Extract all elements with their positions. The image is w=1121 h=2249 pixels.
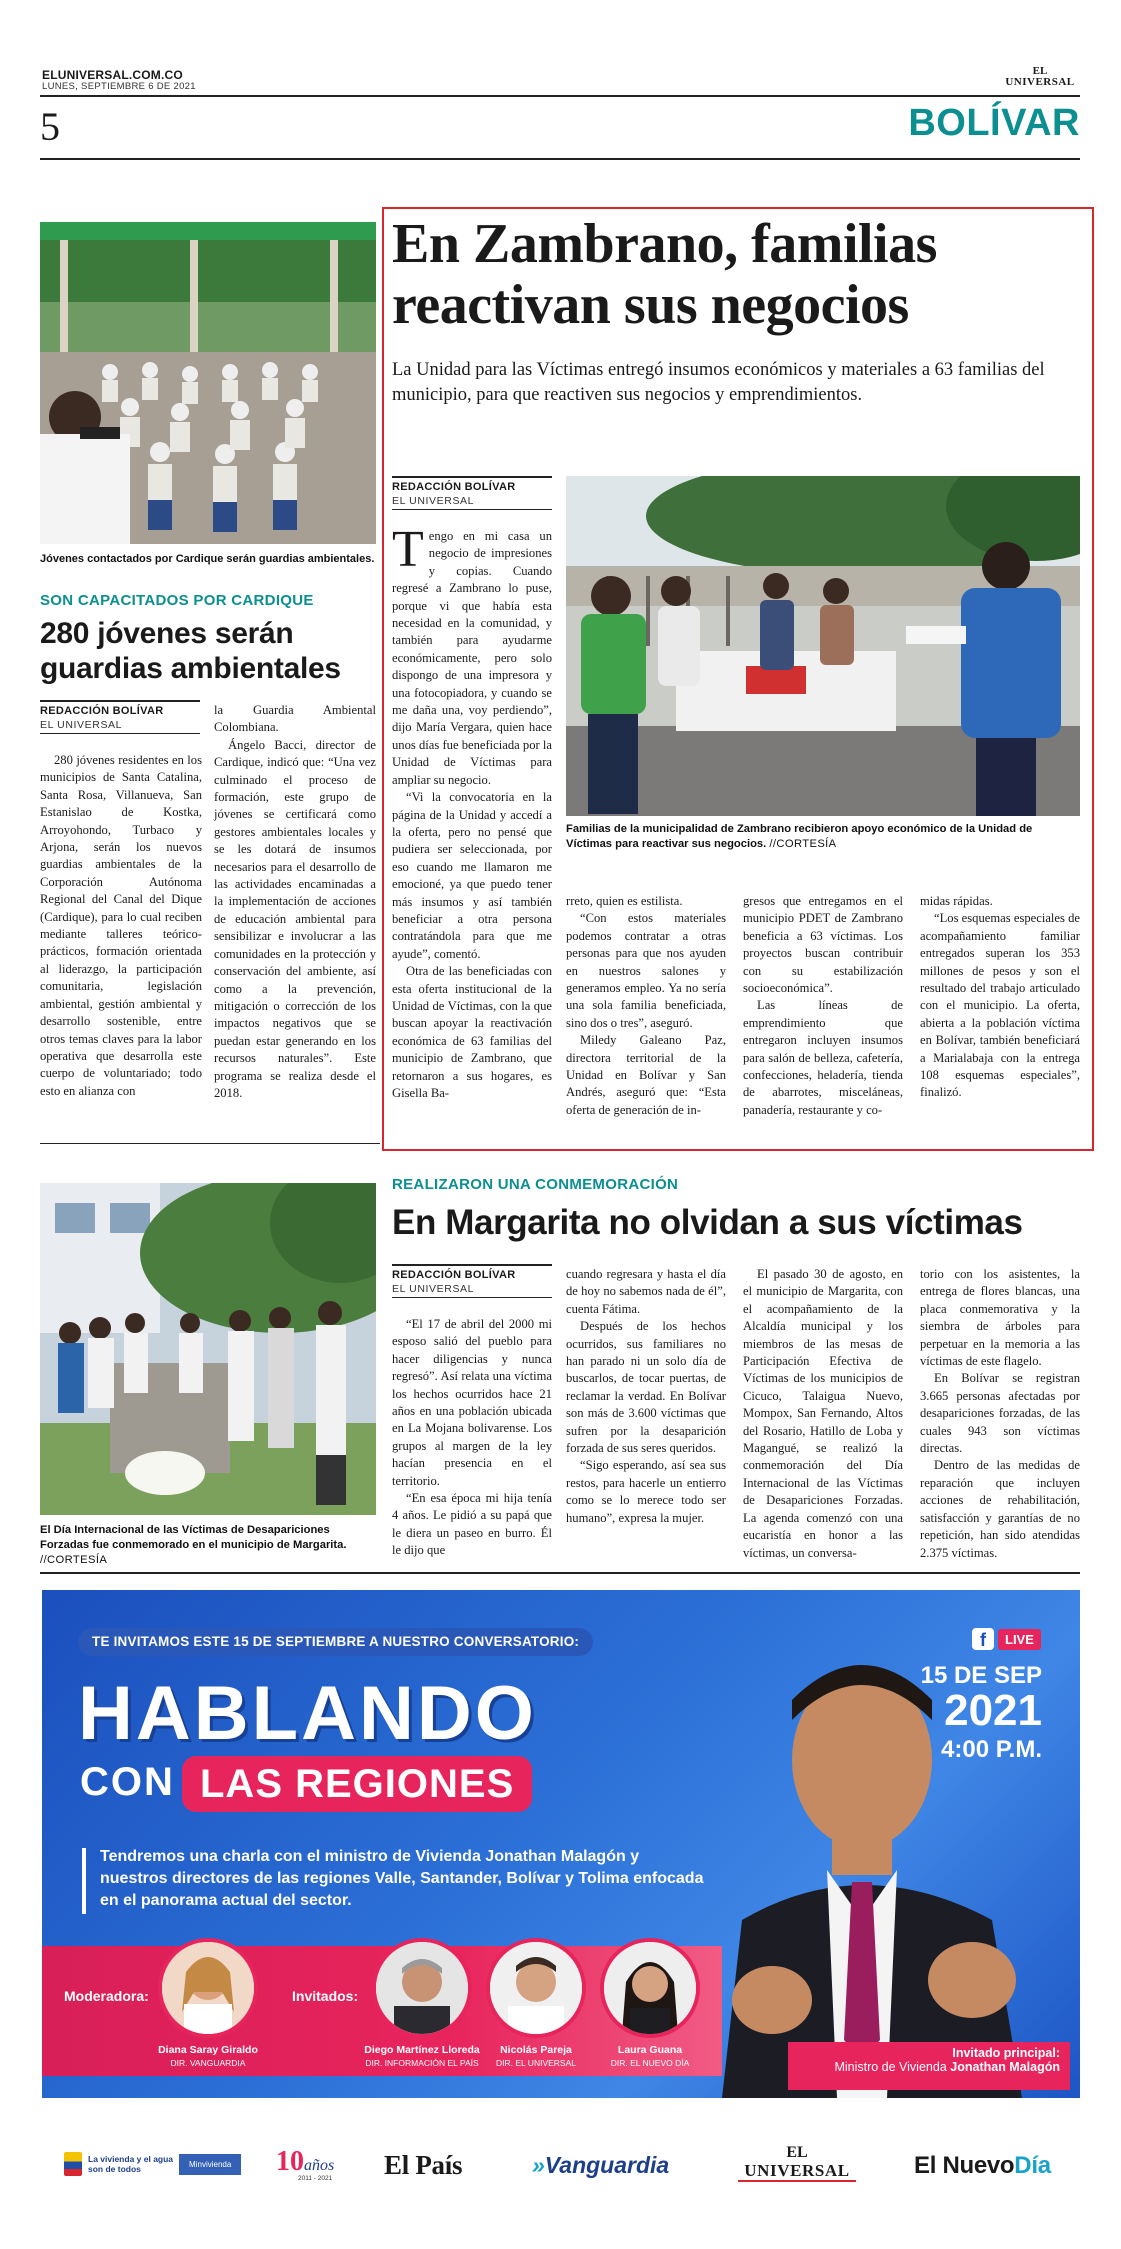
speaker-role: DIR. VANGUARDIA bbox=[170, 2058, 246, 2068]
logo-bottom: UNIVERSAL bbox=[1005, 76, 1075, 88]
section-rule bbox=[40, 158, 1080, 160]
paragraph: midas rápidas. bbox=[920, 894, 993, 908]
left-byline-rule bbox=[40, 700, 200, 702]
vanguardia-name: Vanguardia bbox=[544, 2152, 670, 2178]
anniv-years: 2011 - 2021 bbox=[298, 2175, 333, 2182]
anniv-number: 10 bbox=[276, 2146, 304, 2177]
logo-top: EL bbox=[1032, 65, 1048, 77]
main-story-headline: En Zambrano, familias reactivan sus negocios bbox=[392, 213, 937, 336]
ad-description: Tendremos una charla con el ministro de Vivienda Jonathan Malagón y nuestros directores de las regiones Valle, Santander, Bolívar y Tolima enfocada en el panorama actual del sector. bbox=[100, 1848, 704, 1909]
minister-photo bbox=[702, 1620, 1080, 2098]
sponsor-anniversary-logo bbox=[276, 2148, 334, 2183]
ad-invite-banner: TE INVITAMOS ESTE 15 DE SEPTIEMBRE A NUESTRO CONVERSATORIO: bbox=[78, 1628, 593, 1656]
sponsor-gov-logo bbox=[64, 2152, 241, 2176]
left-story-col1 bbox=[40, 752, 202, 1100]
speaker-name: Diego Martínez Lloreda bbox=[364, 2044, 480, 2056]
ad-time: 4:00 P.M. bbox=[941, 1736, 1042, 1763]
left-byline-rule-bottom bbox=[40, 733, 200, 734]
paragraph: la Guardia Ambiental Colombiana. bbox=[214, 703, 376, 735]
cardique-photo-caption: Jóvenes contactados por Cardique serán guardias ambientales. bbox=[40, 553, 375, 565]
ad-top-rule bbox=[40, 1572, 1080, 1574]
colombia-shield-icon bbox=[64, 2152, 82, 2176]
margarita-col1 bbox=[392, 1316, 552, 1560]
ad-title-con: CON bbox=[80, 1760, 175, 1804]
paragraph: Después de los hechos ocurridos, sus familiares no han parado ni un solo día de buscarlos, de tocar puertas, de reclamar la verdad. En Bolívar son más de 3.600 víctimas que sufren por la desaparición forzada de sus seres queridos. bbox=[566, 1319, 726, 1456]
facebook-icon: f bbox=[972, 1628, 994, 1650]
paragraph: “Con estos materiales podemos contratar a otras personas para que nos ayuden en nuestros salones y generamos empleo. Ya no sería una sola familia beneficiada, sino dos o tres”, aseguró. bbox=[566, 911, 726, 1030]
conversatorio-ad bbox=[42, 1590, 1080, 2098]
universal-top: EL bbox=[786, 2144, 808, 2161]
sponsor-vanguardia-logo bbox=[532, 2152, 669, 2179]
margarita-byline-rule bbox=[392, 1264, 552, 1266]
paragraph: El pasado 30 de agosto, en el municipio de Margarita, con el acompañamiento de la Alcaldía municipal y los miembros de las mesas de Participación Efectiva de Víctimas de los municipios de Cicuco, Talaigua Nuevo, Mompox, San Fernando, Altos del Rosario, Hatillo de Loba y Magangué, se realizó la conmemoración del Día Internacional de las Víctimas de Desapariciones Forzadas. La agenda comenzó con una eucaristía en honor a las víctimas, un conversa- bbox=[743, 1267, 903, 1560]
paragraph: “En esa época mi hija tenía 4 años. Le pidió a su papá que le diera un paseo en burro. Él le dijo que bbox=[392, 1491, 552, 1558]
paragraph: “Vi la convocatoria en la página de la Unidad y accedí a la oferta, pero no pensé que pudiera ser seleccionada, por eso cuando me llamaron me emocioné, ya que puedo tener más insumos y así también beneficiar a otra persona contratándola para que me ayude”, comentó. bbox=[392, 790, 552, 961]
speaker-avatar bbox=[372, 1938, 472, 2038]
caption-text: Familias de la municipalidad de Zambrano recibieron apoyo económico de la Unidad de Víctimas para reactivar sus negocios. bbox=[566, 823, 1033, 850]
paragraph: Las líneas de emprendimiento que entregaron incluyen insumos para salón de belleza, cafetería, confecciones, heladería, tienda de abarrotes, misceláneas, panadería, restaurante y co- bbox=[743, 998, 903, 1117]
ad-title-regiones: LAS REGIONES bbox=[182, 1756, 532, 1812]
main-guest-box bbox=[788, 2042, 1070, 2090]
avatar-illustration bbox=[162, 1942, 254, 2034]
minister-illustration bbox=[702, 1620, 1080, 2098]
anniv-word: años bbox=[304, 2157, 335, 2174]
paragraph: gresos que entregamos en el municipio PDET de Zambrano beneficia a 63 víctimas. Los proyectos buscan contribuir con su estabilización socioeconómica”. bbox=[743, 894, 903, 996]
main-story-deck: La Unidad para las Víctimas entregó insumos económicos y materiales a 63 familias del municipio, para que reactiven sus negocios y emprendimientos. bbox=[392, 360, 1045, 405]
speaker-name: Nicolás Pareja bbox=[500, 2044, 572, 2056]
margarita-byline-rule-bottom bbox=[392, 1297, 552, 1298]
speaker-avatar bbox=[600, 1938, 700, 2038]
lead-text: engo en mi casa un negocio de impresiones y copias. Cuando regresé a Zambrano lo puse, porque vi que había esta necesidad en la comunidad, y también para ayudarme económicamente, pero solo dispongo de una impresora y una fotocopiadora, y cuando se me daña una, voy perdiendo”, dijo María Vergara, quien hace unos días fue beneficiada por la Unidad de Víctimas para ampliar su negocio. bbox=[392, 529, 552, 787]
gov-slogan bbox=[88, 2154, 173, 2174]
margarita-kicker: REALIZARON UNA CONMEMORACIÓN bbox=[392, 1176, 679, 1193]
margarita-headline: En Margarita no olvidan a sus víctimas bbox=[392, 1203, 1023, 1242]
universal-bottom: UNIVERSAL bbox=[738, 2162, 856, 2182]
vanguardia-chevrons-icon: » bbox=[532, 2152, 545, 2178]
main-guest bbox=[798, 2060, 1060, 2074]
left-story-kicker: SON CAPACITADOS POR CARDIQUE bbox=[40, 592, 314, 609]
paragraph: rreto, quien es estilista. bbox=[566, 894, 683, 908]
sponsor-elpais-logo: El País bbox=[384, 2150, 463, 2180]
paragraph: torio con los asistentes, la entrega de flores blancas, una placa conmemorativa y la siembra de árboles para perpetuar en la memoria a las víctimas de este flagelo. bbox=[920, 1267, 1080, 1369]
sponsor-universal-logo bbox=[738, 2144, 856, 2182]
main-guest-name: Jonathan Malagón bbox=[950, 2060, 1060, 2074]
speaker-name: Laura Guana bbox=[617, 2044, 683, 2056]
speaker-role: DIR. EL NUEVO DÍA bbox=[610, 2058, 690, 2068]
gov-ministry: Minvivienda bbox=[179, 2154, 241, 2175]
zambrano-photo-caption bbox=[566, 822, 1080, 852]
main-byline: REDACCIÓN BOLÍVAR bbox=[392, 481, 516, 493]
main-byline-rule bbox=[392, 476, 552, 478]
paragraph: Dentro de las medidas de reparación que incluyen acciones de rehabilitación, satisfacción y garantías de no repetición, han sido atendidas 2.375 víctimas. bbox=[920, 1458, 1080, 1560]
margarita-byline-org: EL UNIVERSAL bbox=[392, 1283, 475, 1295]
margarita-col4 bbox=[920, 1266, 1080, 1562]
site-url: ELUNIVERSAL.COM.CO bbox=[42, 68, 183, 82]
margarita-photo-illustration bbox=[40, 1183, 376, 1515]
avatar-illustration bbox=[490, 1942, 582, 2034]
main-guest-title: Ministro de Vivienda bbox=[834, 2060, 947, 2074]
paragraph: “Sigo esperando, así sea sus restos, para hacerle un entierro como se lo merece todo ser humano”, expresa la mujer. bbox=[566, 1458, 726, 1525]
zambrano-photo bbox=[566, 476, 1080, 816]
left-byline-org: EL UNIVERSAL bbox=[40, 719, 123, 731]
margarita-col2 bbox=[566, 1266, 726, 1527]
paragraph: “El 17 de abril del 2000 mi esposo salió del pueblo para hacer diligencias y nunca regresó”. Así relata una víctima los hechos ocurridos hace 21 años en una población ubicada en La Mojana bolivarense. Los grupos al margen de la ley hacían presencia en el territorio. bbox=[392, 1317, 552, 1488]
left-story-headline: 280 jóvenes serán guardias ambientales bbox=[40, 617, 341, 685]
margarita-photo-caption bbox=[40, 1523, 376, 1568]
main-story-col4 bbox=[920, 893, 1080, 1102]
section-divider bbox=[40, 1143, 380, 1144]
gov-line1: La vivienda y el agua bbox=[88, 2154, 174, 2164]
paragraph: Otra de las beneficiadas con esta oferta institucional de la Unidad de Víctimas, con la que buscan apoyar la reactivación económica de 63 familias del municipio de Zambrano, que retornaron a sus hogares, es Gisella Ba- bbox=[392, 964, 552, 1100]
cardique-photo-illustration bbox=[40, 222, 376, 544]
paragraph: “Los esquemas especiales de acompañamiento familiar entregados superan los 353 millones de pesos y son el resultado del trabajo articulado con el municipio. La oferta, abierta a la población víctima en Bolívar, también beneficiará a Marialabaja con la entrega 108 esquemas especiales”, finalizó. bbox=[920, 911, 1080, 1100]
avatar-illustration bbox=[604, 1942, 696, 2034]
main-guest-label: Invitado principal: bbox=[952, 2046, 1060, 2060]
sponsor-nuevodia-logo bbox=[914, 2152, 1051, 2180]
paragraph: 280 jóvenes residentes en los municipios de Santa Catalina, Santa Rosa, Villanueva, San Estanislao de Kostka, Arroyohondo, Turbaco y Arjona, serán los nuevos guardias ambientales de la Corporación Autónoma Regional del Canal del Dique (Cardique), para lo cual reciben mediante talleres teórico-prácticos, formación orientada al liderazgo, la participación comunitaria, legislación ambiental, gestión ambiental y desarrollo sostenible, entre otros temas claves para la labor operativa que desarrolla este cuerpo de voluntariado; todo esto en alianza con bbox=[40, 753, 202, 1098]
speaker-avatar bbox=[486, 1938, 586, 2038]
caption-text: El Día Internacional de las Víctimas de Desapariciones Forzadas fue conmemorado en el municipio de Margarita. bbox=[40, 1524, 347, 1551]
avatar-illustration bbox=[376, 1942, 468, 2034]
live-label: LIVE bbox=[998, 1629, 1041, 1650]
section-title: BOLÍVAR bbox=[908, 102, 1080, 144]
margarita-photo bbox=[40, 1183, 376, 1515]
issue-date: LUNES, SEPTIEMBRE 6 DE 2021 bbox=[42, 81, 196, 92]
photo-credit: //CORTESÍA bbox=[769, 838, 837, 850]
guests-label: Invitados: bbox=[292, 1988, 359, 2004]
speaker-avatar bbox=[158, 1938, 258, 2038]
masthead-logo-small bbox=[1000, 66, 1080, 88]
header-rule bbox=[40, 95, 1080, 97]
zambrano-photo-illustration bbox=[566, 476, 1080, 816]
dropcap: T bbox=[392, 521, 424, 578]
cardique-photo bbox=[40, 222, 376, 544]
ad-title-hablando: HABLANDO bbox=[78, 1671, 537, 1756]
paragraph: En Bolívar se registran 3.665 personas afectadas por desapariciones forzadas, de las cuales 943 son víctimas directas. bbox=[920, 1371, 1080, 1456]
paragraph: cuando regresara y hasta el día de hoy no sabemos nada de él”, cuenta Fátima. bbox=[566, 1267, 726, 1316]
paragraph: Ángelo Bacci, director de Cardique, indicó que: “Una vez culminado el proceso de formación, este grupo de jóvenes se certificará como gestores ambientales locales y se les dotará de insumos necesarios para el desarrollo de las actividades encaminadas a la implementación de acciones de educación ambiental para sensibilizar e involucrar a las comunidades en la protección y conservación del ambiente, así como a la prevención, mitigación o corrección de los impactos negativos que se puedan estar generando en los recursos naturales”. Este programa se realiza desde el 2018. bbox=[214, 737, 376, 1100]
margarita-byline: REDACCIÓN BOLÍVAR bbox=[392, 1269, 516, 1281]
gov-line2: son de todos bbox=[88, 2164, 141, 2174]
main-story-col3 bbox=[743, 893, 903, 1119]
photo-credit: //CORTESÍA bbox=[40, 1554, 108, 1566]
paragraph: Miledy Galeano Paz, directora territorial de la Unidad en Bolívar y San Andrés, aseguró que: “Esta oferta de generación de in- bbox=[566, 1033, 726, 1117]
speaker-name: Diana Saray Giraldo bbox=[158, 2044, 258, 2056]
ad-date: 15 DE SEP bbox=[920, 1662, 1042, 1689]
nuevodia-b: Día bbox=[1014, 2152, 1051, 2179]
left-story-col2 bbox=[214, 702, 376, 1102]
left-byline: REDACCIÓN BOLÍVAR bbox=[40, 705, 164, 717]
main-story-col2 bbox=[566, 893, 726, 1119]
nuevodia-a: El Nuevo bbox=[914, 2152, 1015, 2179]
main-byline-org: EL UNIVERSAL bbox=[392, 495, 475, 507]
margarita-col3 bbox=[743, 1266, 903, 1562]
paragraph bbox=[392, 521, 552, 789]
ad-year: 2021 bbox=[944, 1686, 1042, 1735]
moderator-label: Moderadora: bbox=[64, 1988, 149, 2004]
speaker-role: DIR. EL UNIVERSAL bbox=[496, 2058, 576, 2068]
main-story-col1 bbox=[392, 521, 552, 1102]
main-byline-rule-bottom bbox=[392, 509, 552, 510]
speaker-role: DIR. INFORMACIÓN EL PAÍS bbox=[365, 2058, 479, 2068]
ad-description-bar bbox=[82, 1848, 86, 1914]
page-number: 5 bbox=[40, 104, 60, 149]
